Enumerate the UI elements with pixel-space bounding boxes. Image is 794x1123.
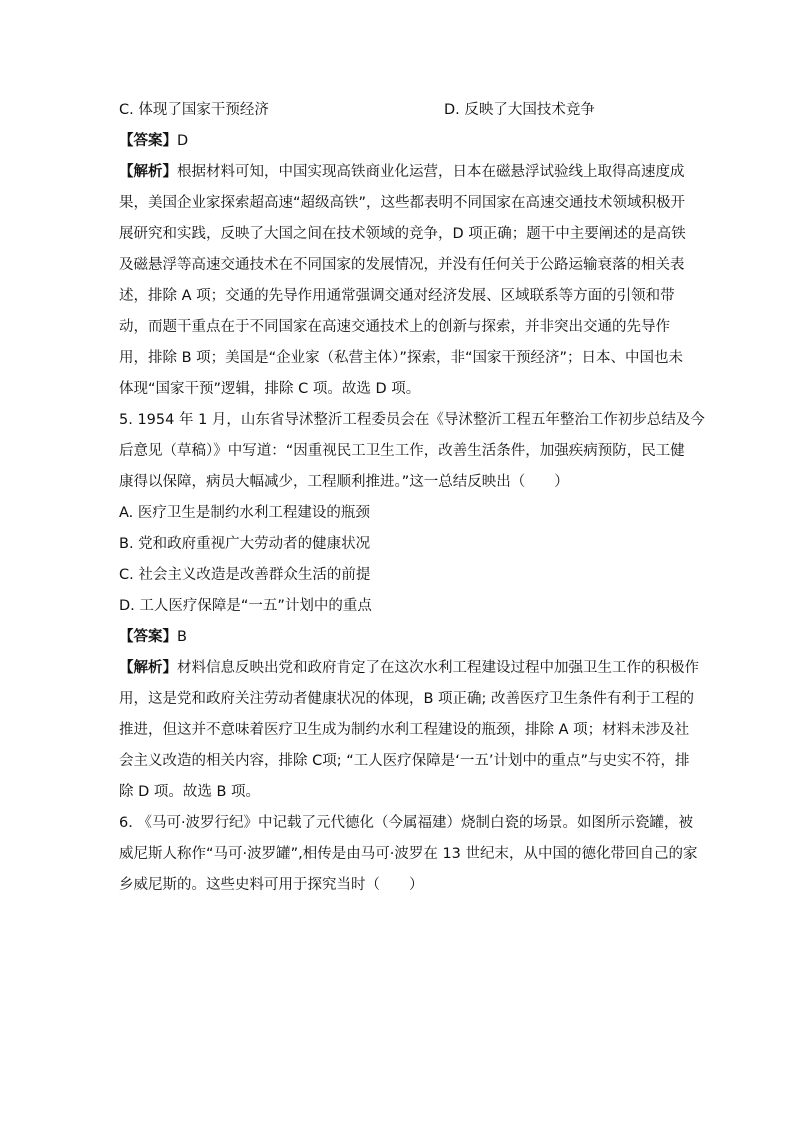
q4-analysis-line	[119, 157, 684, 188]
analysis-text: 根据材料可知，中国实现高铁商业化运营，日本在磁悬浮试验线上取得高速度成	[177, 164, 685, 180]
answer-value: B	[177, 629, 187, 645]
q5-option-a: A. 医疗卫生是制约水利工程建设的瓶颈	[119, 505, 370, 521]
q5-analysis-line: 用，这是党和政府关注劳动者健康状况的体现，B 项正确; 改善医疗卫生条件有利于工程的	[119, 691, 695, 707]
q4-answer	[119, 126, 684, 157]
analysis-text: 材料信息反映出党和政府肯定了在这次水利工程建设过程中加强卫生工作的积极作	[177, 660, 699, 676]
q4-analysis-line: 用，排除 B 项；美国是“企业家（私营主体）”探索，非“国家干预经济”；日本、中国也未	[119, 350, 683, 366]
q5-option-b: B. 党和政府重视广大劳动者的健康状况	[119, 536, 371, 552]
q4-analysis-line: 述，排除 A 项；交通的先导作用通常强调交通对经济发展、区域联系等方面的引领和带	[119, 288, 675, 304]
q5-analysis-line: 推进，但这并不意味着医疗卫生成为制约水利工程建设的瓶颈，排除 A 项；材料未涉及社	[119, 722, 690, 738]
q4-analysis-line: 动，而题干重点在于不同国家在高速交通技术上的创新与探索，并非突出交通的先导作	[119, 319, 670, 335]
q4-analysis-line: 体现“国家干预”逻辑，排除 C 项。故选 D 项。	[119, 381, 421, 397]
q4-analysis-line: 展研究和实践，反映了大国之间在技术领域的竞争，D 项正确；题干中主要阐述的是高铁	[119, 226, 686, 242]
q5-answer	[119, 622, 684, 653]
q5-stem-line: 康得以保障，病员大幅减少，工程顺利推进。”这一总结反映出（ ）	[119, 474, 569, 490]
q6-stem-line: 乡威尼斯的。这些史料可用于探究当时（ ）	[119, 877, 424, 893]
analysis-label: 【解析】	[119, 660, 177, 676]
document-page	[119, 95, 705, 901]
q4-option-d: D. 反映了大国技术竞争	[444, 102, 595, 118]
q5-stem-line: 5. 1954 年 1 月，山东省导沭整沂工程委员会在《导沭整沂工程五年整治工作初步总结及今	[119, 412, 705, 428]
q6-stem-line: 威尼斯人称作“马可·波罗罐”,相传是由马可·波罗在 13 世纪末，从中国的德化带回自己的家	[119, 846, 698, 862]
analysis-label: 【解析】	[119, 164, 177, 180]
q4-analysis-line: 果，美国企业家探索超高速“超级高铁”，这些都表明不同国家在高速交通技术领域积极开	[119, 195, 686, 211]
q5-option-d: D. 工人医疗保障是“一五”计划中的重点	[119, 598, 372, 614]
answer-value: D	[177, 133, 189, 149]
q6-stem-line: 6. 《马可·波罗行纪》中记载了元代德化（今属福建）烧制白瓷的场景。如图所示瓷罐，被	[119, 815, 694, 831]
q5-stem-line: 后意见（草稿）》中写道：“因重视民工卫生工作，改善生活条件，加强疾病预防，民工健	[119, 443, 685, 459]
answer-label: 【答案】	[119, 629, 177, 645]
q5-analysis-line: 会主义改造的相关内容，排除 C项; “工人医疗保障是‘一五’计划中的重点”与史实不符，排	[119, 753, 690, 769]
q4-option-c: C. 体现了国家干预经济	[119, 102, 269, 118]
q5-analysis-line	[119, 653, 699, 684]
answer-label: 【答案】	[119, 133, 177, 149]
q4-options-row	[119, 95, 684, 126]
q4-analysis-line: 及磁悬浮等高速交通技术在不同国家的发展情况，并没有任何关于公路运输衰落的相关表	[119, 257, 685, 273]
q5-analysis-line: 除 D 项。故选 B 项。	[119, 784, 261, 800]
q5-option-c: C. 社会主义改造是改善群众生活的前提	[119, 567, 371, 583]
